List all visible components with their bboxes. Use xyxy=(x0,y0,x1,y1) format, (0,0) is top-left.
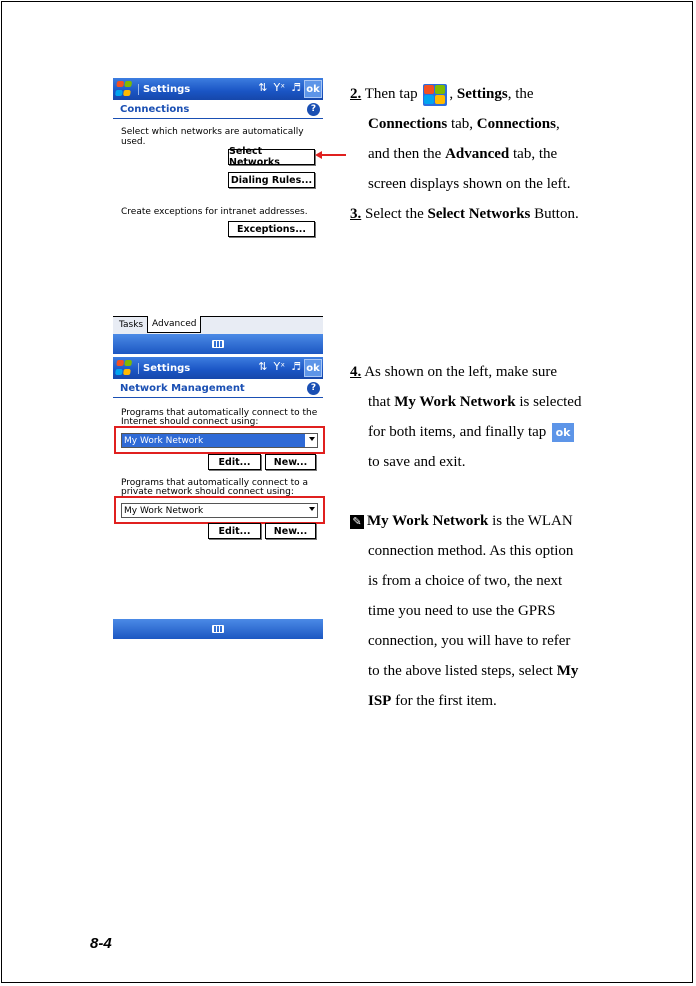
exceptions-text: Create exceptions for intranet addresses. xyxy=(121,207,308,217)
private-network-value: My Work Network xyxy=(124,505,204,516)
ok-button[interactable]: ok xyxy=(304,80,322,98)
status-icons xyxy=(258,360,301,373)
ok-button-icon: ok xyxy=(552,423,574,442)
screen-body xyxy=(113,119,323,317)
edit-button[interactable]: Edit... xyxy=(208,523,261,539)
screen-body xyxy=(113,398,323,620)
keyboard-icon[interactable] xyxy=(212,340,224,348)
heading-text: Network Management xyxy=(120,382,245,394)
internet-label-line2: Internet should connect using: xyxy=(121,417,259,427)
note-block: ✎ My Work Network is the WLAN connection method. As this option is from a choice of two, the next time you need to use the GPRS connection, you will have to refer to the above listed steps, select My ISP for the first item. xyxy=(350,506,612,716)
title-text: Settings xyxy=(138,363,190,374)
page-heading xyxy=(113,379,323,398)
page-number: 8-4 xyxy=(90,935,112,952)
keyboard-icon[interactable] xyxy=(212,625,224,633)
edit-button[interactable]: Edit... xyxy=(208,454,261,470)
internet-network-value: My Work Network xyxy=(124,435,204,446)
instructions-steps-2-3 xyxy=(350,79,612,229)
instructions-step-4 xyxy=(350,357,612,477)
windows-start-icon[interactable] xyxy=(115,360,135,376)
status-icons xyxy=(258,81,301,94)
exceptions-button[interactable]: Exceptions... xyxy=(228,221,315,237)
tab-advanced[interactable]: Advanced xyxy=(147,316,201,333)
highlight-box xyxy=(114,496,325,524)
network-management-screenshot xyxy=(113,357,323,639)
windows-start-icon[interactable] xyxy=(115,81,135,97)
signal-icon[interactable]: Yˣ xyxy=(273,81,286,94)
volume-icon[interactable]: ♬ xyxy=(291,360,301,373)
connectivity-icon[interactable]: ⇅ xyxy=(258,81,268,94)
menu-bar xyxy=(113,334,323,354)
menu-bar xyxy=(113,619,323,639)
help-icon[interactable]: ? xyxy=(307,382,320,395)
page-heading xyxy=(113,100,323,119)
step-2: 2. Then tap , Settings, the Connections tab, Connections, and then the Advanced tab, the screen displays shown on the left. xyxy=(350,79,612,199)
pointer-arrow xyxy=(315,150,347,160)
signal-icon[interactable]: Yˣ xyxy=(273,360,286,373)
highlight-box xyxy=(114,426,325,454)
heading-text: Connections xyxy=(120,103,190,115)
title-text: Settings xyxy=(138,84,190,95)
internet-label-line1: Programs that automatically connect to the xyxy=(121,408,318,418)
help-icon[interactable]: ? xyxy=(307,103,320,116)
select-networks-button[interactable]: Select Networks xyxy=(228,149,315,165)
volume-icon[interactable]: ♬ xyxy=(291,81,301,94)
private-label-line2: private network should connect using: xyxy=(121,487,294,497)
windows-start-icon xyxy=(423,84,447,106)
title-bar xyxy=(113,78,323,100)
connections-screenshot xyxy=(113,78,323,358)
step-4: 4. As shown on the left, make sure that My Work Network is selected for both items, and finally tap ok to save and exit. xyxy=(350,364,582,470)
note-pencil-icon: ✎ xyxy=(350,515,364,529)
tab-tasks[interactable]: Tasks xyxy=(119,319,144,330)
ok-button[interactable]: ok xyxy=(304,359,322,377)
dialing-rules-button[interactable]: Dialing Rules... xyxy=(228,172,315,188)
tab-strip xyxy=(113,316,323,335)
private-label-line1: Programs that automatically connect to a xyxy=(121,478,309,488)
networks-text: Select which networks are automatically used. xyxy=(121,127,304,147)
new-button[interactable]: New... xyxy=(265,523,316,539)
new-button[interactable]: New... xyxy=(265,454,316,470)
connectivity-icon[interactable]: ⇅ xyxy=(258,360,268,373)
title-bar xyxy=(113,357,323,379)
step-3: 3. Select the Select Networks Button. xyxy=(350,206,579,222)
